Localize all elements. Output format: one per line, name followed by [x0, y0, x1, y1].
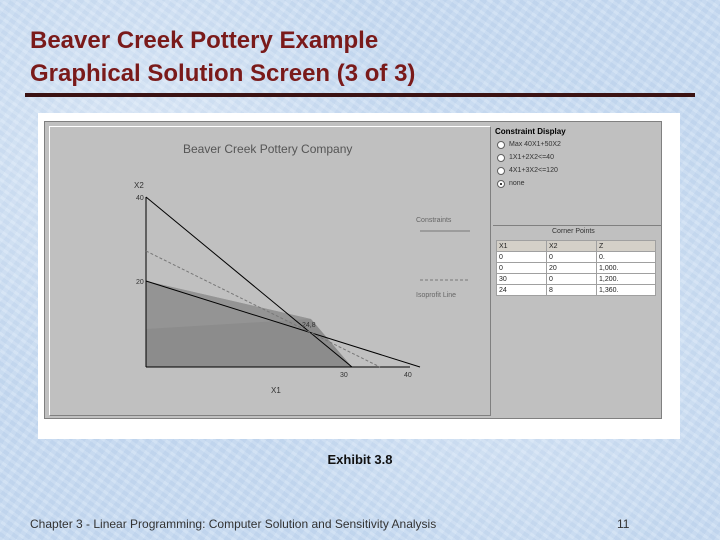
graph-svg — [50, 127, 492, 417]
page-number: 11 — [617, 517, 630, 531]
radio-button[interactable] — [497, 141, 505, 149]
table-cell: 0 — [547, 252, 597, 263]
app-window — [44, 121, 662, 419]
y-tick-40: 40 — [136, 195, 144, 202]
table-cell: 24 — [497, 285, 547, 296]
graph-panel — [49, 126, 491, 416]
screenshot-frame — [38, 113, 680, 439]
title-rule — [25, 93, 695, 97]
table-cell: 30 — [497, 274, 547, 285]
radio-label: Max 40X1+50X2 — [509, 141, 561, 148]
x-tick-40: 40 — [404, 372, 412, 379]
y-axis-label: X2 — [134, 181, 144, 190]
corner-points-title: Corner Points — [552, 228, 595, 235]
table-cell: 20 — [547, 263, 597, 274]
table-cell: 1,200. — [597, 274, 656, 285]
legend-isoprofit-label: Isoprofit Line — [416, 292, 457, 299]
corner-points-panel — [493, 225, 661, 313]
table-cell: 0 — [547, 274, 597, 285]
optimal-point-label: 24,8 — [302, 322, 316, 329]
radio-button[interactable] — [497, 167, 505, 175]
table-cell: 1,000. — [597, 263, 656, 274]
slide-title — [30, 24, 415, 90]
radio-labor-constraint[interactable] — [497, 151, 554, 164]
legend-constraints-label: Constraints — [416, 217, 452, 224]
column-header-x1[interactable]: X1 — [497, 241, 547, 252]
constraint-display-title: Constraint Display — [495, 127, 566, 136]
table-row[interactable] — [497, 263, 656, 274]
radio-none[interactable] — [497, 177, 525, 190]
slide-title-line-2: Graphical Solution Screen (3 of 3) — [30, 60, 416, 87]
table-cell: 0 — [497, 263, 547, 274]
graph-title: Beaver Creek Pottery Company — [183, 142, 353, 156]
footer-chapter-text: Chapter 3 - Linear Programming: Computer Solution and Sensitivity Analysis — [30, 517, 437, 531]
column-header-x2[interactable]: X2 — [547, 241, 597, 252]
exhibit-caption: Exhibit 3.8 — [327, 452, 393, 467]
radio-label: 1X1+2X2<=40 — [509, 154, 554, 161]
table-cell: 0 — [497, 252, 547, 263]
x-axis-label: X1 — [271, 386, 281, 395]
table-cell: 1,360. — [597, 285, 656, 296]
radio-button[interactable] — [497, 154, 505, 162]
table-cell: 0. — [597, 252, 656, 263]
table-row[interactable] — [497, 252, 656, 263]
radio-label: 4X1+3X2<=120 — [509, 167, 558, 174]
y-tick-20: 20 — [136, 279, 144, 286]
table-header-row — [497, 241, 656, 252]
table-cell: 8 — [547, 285, 597, 296]
side-panel — [493, 124, 663, 418]
table-row[interactable] — [497, 274, 656, 285]
column-header-z[interactable]: Z — [597, 241, 656, 252]
radio-button-selected[interactable] — [497, 180, 505, 188]
radio-objective[interactable] — [497, 138, 561, 151]
slide-title-line-1: Beaver Creek Pottery Example — [30, 27, 379, 54]
x-tick-30: 30 — [340, 372, 348, 379]
table-row[interactable] — [497, 285, 656, 296]
corner-points-table — [496, 240, 656, 296]
radio-label: none — [509, 180, 525, 187]
radio-clay-constraint[interactable] — [497, 164, 558, 177]
